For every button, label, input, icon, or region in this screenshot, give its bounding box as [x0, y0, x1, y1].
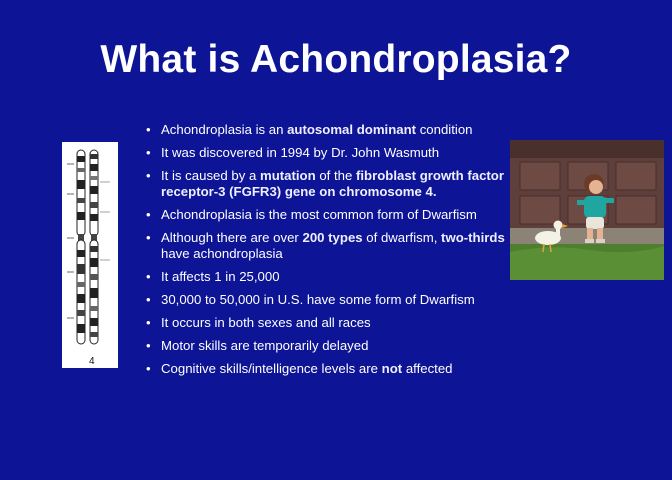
slide-title: What is Achondroplasia? — [100, 38, 572, 81]
bullet-item — [146, 145, 526, 161]
bullet-text: Achondroplasia is the most common form of Dwarfism — [161, 207, 477, 222]
bullet-text: Cognitive skills/intelligence levels are — [161, 361, 382, 376]
bullet-item — [146, 168, 526, 200]
bullet-emphasis: mutation — [259, 168, 316, 183]
chromosome-number-label: 4 — [89, 356, 95, 367]
bullet-item — [146, 338, 526, 354]
bullet-item — [146, 269, 526, 285]
child-and-duck-photo — [510, 140, 664, 280]
bullet-item — [146, 230, 526, 262]
bullet-text: of dwarfism, — [362, 230, 442, 245]
bullet-text: 30,000 to 50,000 in U.S. have some form of Dwarfism — [161, 292, 475, 307]
chromosome-ideogram-graphic — [62, 142, 118, 368]
bullet-text: Achondroplasia is an — [161, 122, 288, 137]
bullet-text: have achondroplasia — [161, 246, 283, 261]
bullet-emphasis: 200 types — [302, 230, 363, 245]
bullet-emphasis: two-thirds — [441, 230, 505, 245]
bullet-emphasis: fibroblast growth factor receptor-3 (FGFR3) gene on chromosome 4. — [161, 168, 504, 199]
bullet-emphasis: autosomal dominant — [287, 122, 417, 137]
bullet-item — [146, 292, 526, 308]
bullet-text: of the — [315, 168, 356, 183]
bullet-item — [146, 122, 526, 138]
photo-graphic — [510, 140, 664, 280]
bullet-text: Although there are over — [161, 230, 303, 245]
bullet-item — [146, 315, 526, 331]
bullet-emphasis: not — [381, 361, 403, 376]
bullet-text: It affects 1 in 25,000 — [161, 269, 280, 284]
bullet-text: affected — [402, 361, 453, 376]
bullet-text: It is caused by a — [161, 168, 260, 183]
bullet-text: It occurs in both sexes and all races — [161, 315, 371, 330]
chromosome-4-ideogram — [62, 142, 118, 368]
bullet-item — [146, 361, 526, 377]
bullet-list — [146, 122, 526, 384]
bullet-text: condition — [416, 122, 473, 137]
bullet-text: Motor skills are temporarily delayed — [161, 338, 369, 353]
bullet-item — [146, 207, 526, 223]
bullet-text: It was discovered in 1994 by Dr. John Wasmuth — [161, 145, 440, 160]
